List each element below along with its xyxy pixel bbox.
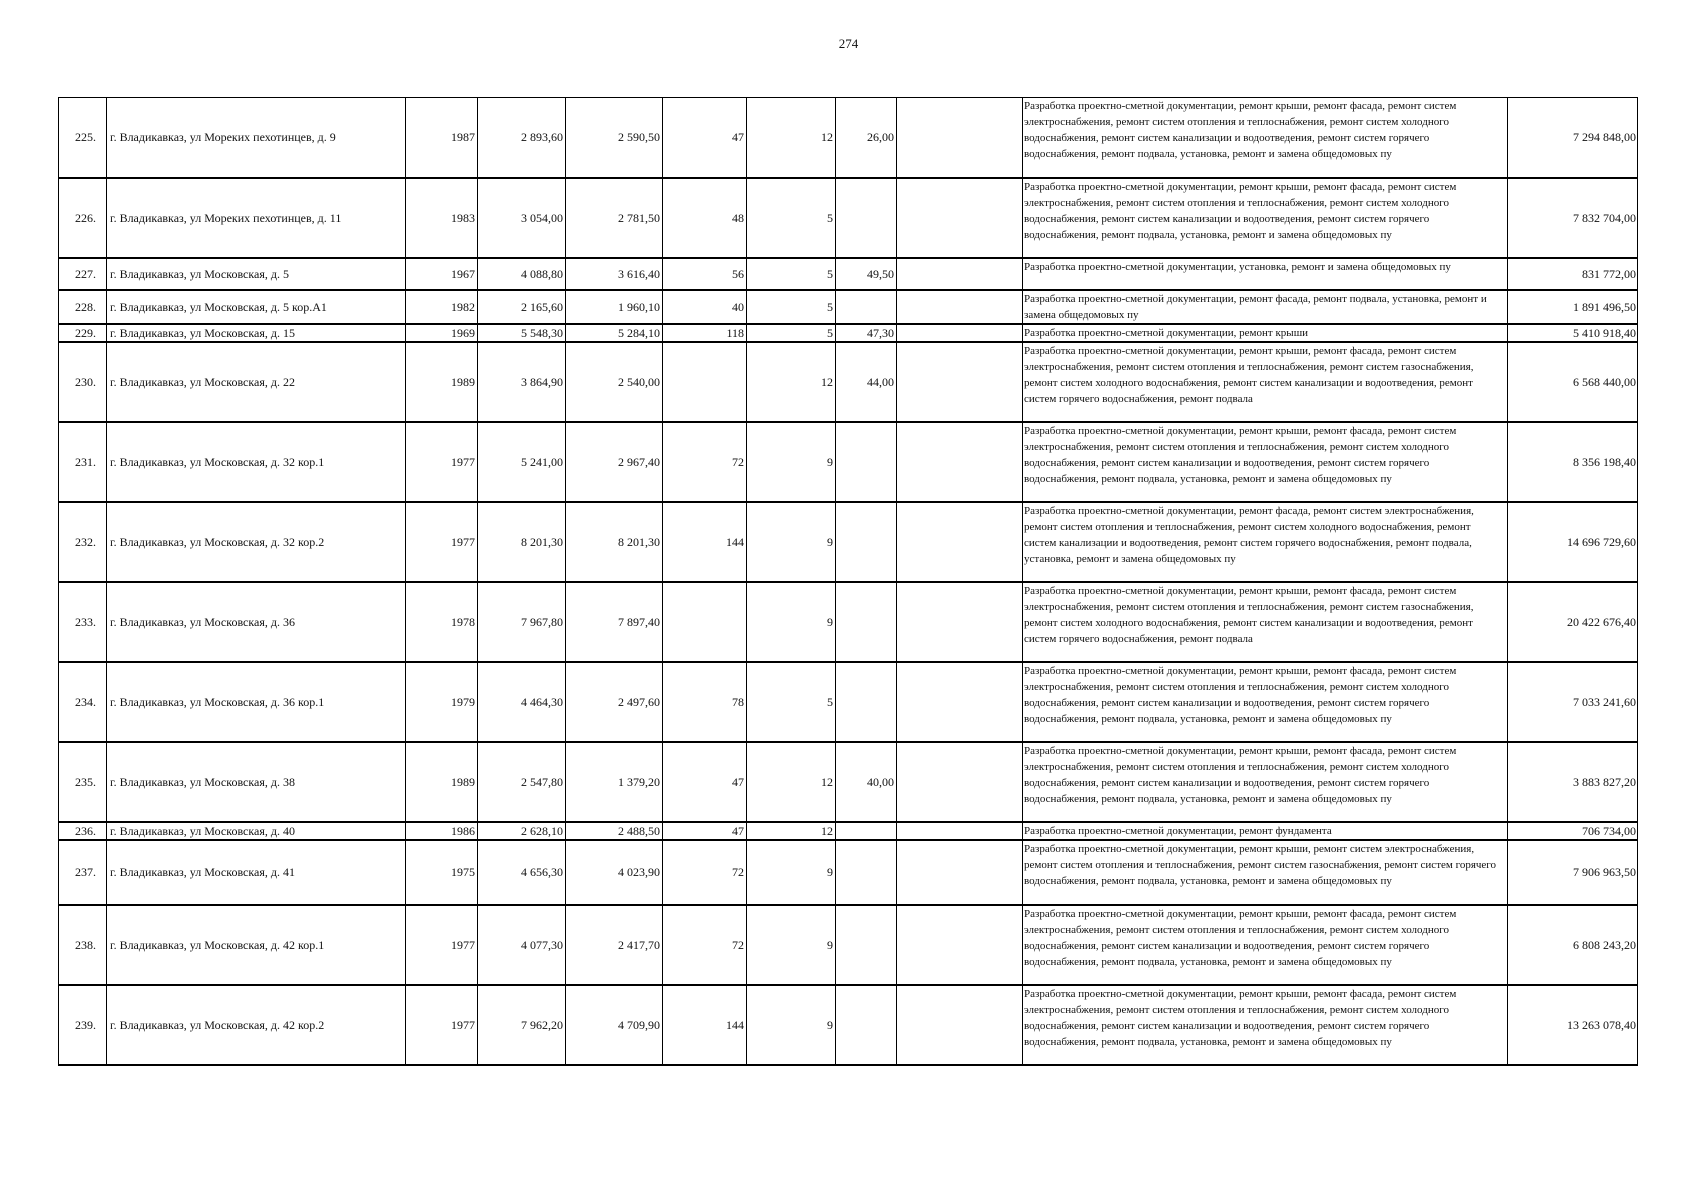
- row-year: 1983: [406, 178, 478, 258]
- row-area-total: 3 054,00: [478, 178, 566, 258]
- table-row: [59, 422, 1638, 502]
- row-index: 229.: [59, 324, 107, 342]
- row-index: 227.: [59, 258, 107, 290]
- row-cost: 7 906 963,50: [1508, 840, 1638, 905]
- row-residents: 144: [663, 985, 747, 1065]
- row-index: 234.: [59, 662, 107, 742]
- row-year: 1978: [406, 582, 478, 662]
- row-area-living: 2 497,60: [566, 662, 663, 742]
- row-address: г. Владикавказ, ул Московская, д. 42 кор.2: [107, 985, 406, 1065]
- row-area-total: 2 893,60: [478, 98, 566, 178]
- row-wear: 44,00: [836, 342, 897, 422]
- row-floors: 12: [747, 342, 836, 422]
- row-floors: 9: [747, 905, 836, 985]
- row-residents: 47: [663, 742, 747, 822]
- row-index: 238.: [59, 905, 107, 985]
- row-area-total: 8 201,30: [478, 502, 566, 582]
- row-extra: [897, 98, 1023, 178]
- row-floors: 12: [747, 822, 836, 840]
- row-area-total: 4 656,30: [478, 840, 566, 905]
- row-residents: [663, 342, 747, 422]
- table-row: [59, 324, 1638, 342]
- table-row: [59, 742, 1638, 822]
- row-area-living: 2 590,50: [566, 98, 663, 178]
- row-extra: [897, 422, 1023, 502]
- row-year: 1977: [406, 905, 478, 985]
- row-residents: 144: [663, 502, 747, 582]
- row-residents: 56: [663, 258, 747, 290]
- row-works: Разработка проектно-сметной документации, ремонт крыши, ремонт фасада, ремонт систем электроснабжения, ремонт систем отопления и теплоснабжения, ремонт систем газоснабжения, ремонт систем холодного водоснабжения, ремонт систем канализации и водоотведения, ремонт систем горячего водоснабжения, ремонт подвала: [1023, 582, 1508, 662]
- row-area-total: 7 962,20: [478, 985, 566, 1065]
- row-wear: [836, 822, 897, 840]
- row-wear: 47,30: [836, 324, 897, 342]
- row-extra: [897, 290, 1023, 324]
- row-floors: 5: [747, 178, 836, 258]
- row-extra: [897, 324, 1023, 342]
- row-works: Разработка проектно-сметной документации, ремонт крыши, ремонт фасада, ремонт систем электроснабжения, ремонт систем отопления и теплоснабжения, ремонт систем холодного водоснабжения, ремонт систем канализации и водоотведения, ремонт систем горячего водоснабжения, ремонт подвала, установка, ремонт и замена общедомовых пу: [1023, 178, 1508, 258]
- row-year: 1989: [406, 742, 478, 822]
- row-floors: 5: [747, 662, 836, 742]
- row-year: 1977: [406, 502, 478, 582]
- row-index: 230.: [59, 342, 107, 422]
- row-cost: 6 568 440,00: [1508, 342, 1638, 422]
- row-area-total: 2 165,60: [478, 290, 566, 324]
- table-row: [59, 985, 1638, 1065]
- row-index: 226.: [59, 178, 107, 258]
- row-works: Разработка проектно-сметной документации, ремонт крыши, ремонт фасада, ремонт систем электроснабжения, ремонт систем отопления и теплоснабжения, ремонт систем холодного водоснабжения, ремонт систем канализации и водоотведения, ремонт систем горячего водоснабжения, ремонт подвала, установка, ремонт и замена общедомовых пу: [1023, 422, 1508, 502]
- row-wear: [836, 905, 897, 985]
- row-residents: 47: [663, 98, 747, 178]
- row-residents: 48: [663, 178, 747, 258]
- row-year: 1969: [406, 324, 478, 342]
- row-address: г. Владикавказ, ул Московская, д. 36: [107, 582, 406, 662]
- row-floors: 12: [747, 742, 836, 822]
- row-year: 1975: [406, 840, 478, 905]
- row-floors: 9: [747, 985, 836, 1065]
- row-cost: 7 033 241,60: [1508, 662, 1638, 742]
- row-year: 1989: [406, 342, 478, 422]
- row-index: 236.: [59, 822, 107, 840]
- row-works: Разработка проектно-сметной документации, ремонт фасада, ремонт подвала, установка, ремонт и замена общедомовых пу: [1023, 290, 1508, 324]
- row-area-living: 2 967,40: [566, 422, 663, 502]
- row-address: г. Владикавказ, ул Московская, д. 22: [107, 342, 406, 422]
- repair-registry-table: [58, 97, 1638, 1066]
- row-area-total: 2 628,10: [478, 822, 566, 840]
- row-works: Разработка проектно-сметной документации, установка, ремонт и замена общедомовых пу: [1023, 258, 1508, 290]
- row-address: г. Владикавказ, ул Московская, д. 5: [107, 258, 406, 290]
- row-wear: 26,00: [836, 98, 897, 178]
- row-area-total: 4 464,30: [478, 662, 566, 742]
- row-index: 235.: [59, 742, 107, 822]
- row-extra: [897, 502, 1023, 582]
- row-address: г. Владикавказ, ул Московская, д. 41: [107, 840, 406, 905]
- row-area-total: 3 864,90: [478, 342, 566, 422]
- row-area-living: 1 379,20: [566, 742, 663, 822]
- row-address: г. Владикавказ, ул Московская, д. 38: [107, 742, 406, 822]
- row-extra: [897, 662, 1023, 742]
- row-extra: [897, 742, 1023, 822]
- row-floors: 5: [747, 324, 836, 342]
- row-wear: 40,00: [836, 742, 897, 822]
- row-area-total: 7 967,80: [478, 582, 566, 662]
- row-address: г. Владикавказ, ул Московская, д. 15: [107, 324, 406, 342]
- row-address: г. Владикавказ, ул Московская, д. 32 кор.2: [107, 502, 406, 582]
- row-area-living: 2 488,50: [566, 822, 663, 840]
- row-cost: 20 422 676,40: [1508, 582, 1638, 662]
- row-year: 1967: [406, 258, 478, 290]
- row-area-living: 2 781,50: [566, 178, 663, 258]
- row-year: 1982: [406, 290, 478, 324]
- table-row: [59, 258, 1638, 290]
- row-works: Разработка проектно-сметной документации, ремонт крыши, ремонт фасада, ремонт систем электроснабжения, ремонт систем отопления и теплоснабжения, ремонт систем холодного водоснабжения, ремонт систем канализации и водоотведения, ремонт систем горячего водоснабжения, ремонт подвала, установка, ремонт и замена общедомовых пу: [1023, 662, 1508, 742]
- row-area-living: 4 709,90: [566, 985, 663, 1065]
- row-index: 231.: [59, 422, 107, 502]
- table-row: [59, 840, 1638, 905]
- row-area-total: 5 548,30: [478, 324, 566, 342]
- row-floors: 9: [747, 502, 836, 582]
- row-index: 239.: [59, 985, 107, 1065]
- row-extra: [897, 342, 1023, 422]
- table-row: [59, 342, 1638, 422]
- row-area-living: 5 284,10: [566, 324, 663, 342]
- row-index: 233.: [59, 582, 107, 662]
- row-floors: 9: [747, 840, 836, 905]
- row-works: Разработка проектно-сметной документации, ремонт крыши, ремонт фасада, ремонт систем электроснабжения, ремонт систем отопления и теплоснабжения, ремонт систем холодного водоснабжения, ремонт систем канализации и водоотведения, ремонт систем горячего водоснабжения, ремонт подвала, установка, ремонт и замена общедомовых пу: [1023, 985, 1508, 1065]
- row-area-living: 3 616,40: [566, 258, 663, 290]
- row-residents: 72: [663, 840, 747, 905]
- row-area-living: 4 023,90: [566, 840, 663, 905]
- table-row: [59, 582, 1638, 662]
- row-cost: 1 891 496,50: [1508, 290, 1638, 324]
- row-year: 1987: [406, 98, 478, 178]
- row-residents: [663, 582, 747, 662]
- row-cost: 8 356 198,40: [1508, 422, 1638, 502]
- row-works: Разработка проектно-сметной документации, ремонт крыши, ремонт фасада, ремонт систем электроснабжения, ремонт систем отопления и теплоснабжения, ремонт систем холодного водоснабжения, ремонт систем канализации и водоотведения, ремонт систем горячего водоснабжения, ремонт подвала, установка, ремонт и замена общедомовых пу: [1023, 98, 1508, 178]
- row-works: Разработка проектно-сметной документации, ремонт крыши, ремонт фасада, ремонт систем электроснабжения, ремонт систем отопления и теплоснабжения, ремонт систем холодного водоснабжения, ремонт систем канализации и водоотведения, ремонт систем горячего водоснабжения, ремонт подвала, установка, ремонт и замена общедомовых пу: [1023, 905, 1508, 985]
- row-works: Разработка проектно-сметной документации, ремонт фасада, ремонт систем электроснабжения, ремонт систем отопления и теплоснабжения, ремонт систем холодного водоснабжения, ремонт систем канализации и водоотведения, ремонт систем горячего водоснабжения, ремонт подвала, установка, ремонт и замена общедомовых пу: [1023, 502, 1508, 582]
- row-address: г. Владикавказ, ул Московская, д. 5 кор.А1: [107, 290, 406, 324]
- table-row: [59, 502, 1638, 582]
- row-cost: 7 294 848,00: [1508, 98, 1638, 178]
- row-floors: 9: [747, 422, 836, 502]
- row-address: г. Владикавказ, ул Московская, д. 42 кор.1: [107, 905, 406, 985]
- row-address: г. Владикавказ, ул Московская, д. 36 кор.1: [107, 662, 406, 742]
- row-wear: [836, 840, 897, 905]
- row-residents: 40: [663, 290, 747, 324]
- row-address: г. Владикавказ, ул Московская, д. 40: [107, 822, 406, 840]
- registry-body: [59, 98, 1638, 1065]
- row-wear: [836, 178, 897, 258]
- row-area-total: 4 077,30: [478, 905, 566, 985]
- row-residents: 72: [663, 422, 747, 502]
- row-residents: 72: [663, 905, 747, 985]
- row-works: Разработка проектно-сметной документации, ремонт крыши, ремонт фасада, ремонт систем электроснабжения, ремонт систем отопления и теплоснабжения, ремонт систем холодного водоснабжения, ремонт систем канализации и водоотведения, ремонт систем горячего водоснабжения, ремонт подвала, установка, ремонт и замена общедомовых пу: [1023, 742, 1508, 822]
- page-number: 274: [838, 36, 859, 51]
- row-residents: 78: [663, 662, 747, 742]
- row-residents: 47: [663, 822, 747, 840]
- row-cost: 5 410 918,40: [1508, 324, 1638, 342]
- row-index: 228.: [59, 290, 107, 324]
- row-wear: [836, 502, 897, 582]
- row-extra: [897, 178, 1023, 258]
- row-floors: 5: [747, 258, 836, 290]
- row-wear: [836, 582, 897, 662]
- row-address: г. Владикавказ, ул Мореких пехотинцев, д. 11: [107, 178, 406, 258]
- row-residents: 118: [663, 324, 747, 342]
- row-cost: 831 772,00: [1508, 258, 1638, 290]
- row-wear: [836, 662, 897, 742]
- row-index: 232.: [59, 502, 107, 582]
- row-year: 1979: [406, 662, 478, 742]
- table-row: [59, 178, 1638, 258]
- row-extra: [897, 985, 1023, 1065]
- row-area-living: 1 960,10: [566, 290, 663, 324]
- table-row: [59, 662, 1638, 742]
- row-address: г. Владикавказ, ул Мореких пехотинцев, д. 9: [107, 98, 406, 178]
- row-works: Разработка проектно-сметной документации, ремонт крыши, ремонт фасада, ремонт систем электроснабжения, ремонт систем отопления и теплоснабжения, ремонт систем газоснабжения, ремонт систем холодного водоснабжения, ремонт систем канализации и водоотведения, ремонт систем горячего водоснабжения, ремонт подвала: [1023, 342, 1508, 422]
- row-area-total: 5 241,00: [478, 422, 566, 502]
- row-extra: [897, 905, 1023, 985]
- table-row: [59, 98, 1638, 178]
- row-area-total: 4 088,80: [478, 258, 566, 290]
- row-wear: 49,50: [836, 258, 897, 290]
- row-year: 1977: [406, 985, 478, 1065]
- row-extra: [897, 840, 1023, 905]
- row-cost: 706 734,00: [1508, 822, 1638, 840]
- row-year: 1977: [406, 422, 478, 502]
- row-extra: [897, 258, 1023, 290]
- row-area-living: 2 540,00: [566, 342, 663, 422]
- row-floors: 5: [747, 290, 836, 324]
- table-row: [59, 290, 1638, 324]
- row-works: Разработка проектно-сметной документации, ремонт крыши: [1023, 324, 1508, 342]
- row-year: 1986: [406, 822, 478, 840]
- row-cost: 7 832 704,00: [1508, 178, 1638, 258]
- row-area-total: 2 547,80: [478, 742, 566, 822]
- table-row: [59, 905, 1638, 985]
- row-area-living: 7 897,40: [566, 582, 663, 662]
- row-index: 237.: [59, 840, 107, 905]
- row-extra: [897, 822, 1023, 840]
- row-extra: [897, 582, 1023, 662]
- row-works: Разработка проектно-сметной документации, ремонт крыши, ремонт систем электроснабжения, ремонт систем отопления и теплоснабжения, ремонт систем газоснабжения, ремонт систем горячего водоснабжения, ремонт подвала, установка, ремонт и замена общедомовых пу: [1023, 840, 1508, 905]
- row-wear: [836, 422, 897, 502]
- row-cost: 13 263 078,40: [1508, 985, 1638, 1065]
- row-cost: 14 696 729,60: [1508, 502, 1638, 582]
- row-floors: 9: [747, 582, 836, 662]
- row-area-living: 2 417,70: [566, 905, 663, 985]
- table-row: [59, 822, 1638, 840]
- row-cost: 3 883 827,20: [1508, 742, 1638, 822]
- row-wear: [836, 290, 897, 324]
- row-floors: 12: [747, 98, 836, 178]
- row-wear: [836, 985, 897, 1065]
- row-area-living: 8 201,30: [566, 502, 663, 582]
- row-index: 225.: [59, 98, 107, 178]
- row-address: г. Владикавказ, ул Московская, д. 32 кор.1: [107, 422, 406, 502]
- row-cost: 6 808 243,20: [1508, 905, 1638, 985]
- row-works: Разработка проектно-сметной документации, ремонт фундамента: [1023, 822, 1508, 840]
